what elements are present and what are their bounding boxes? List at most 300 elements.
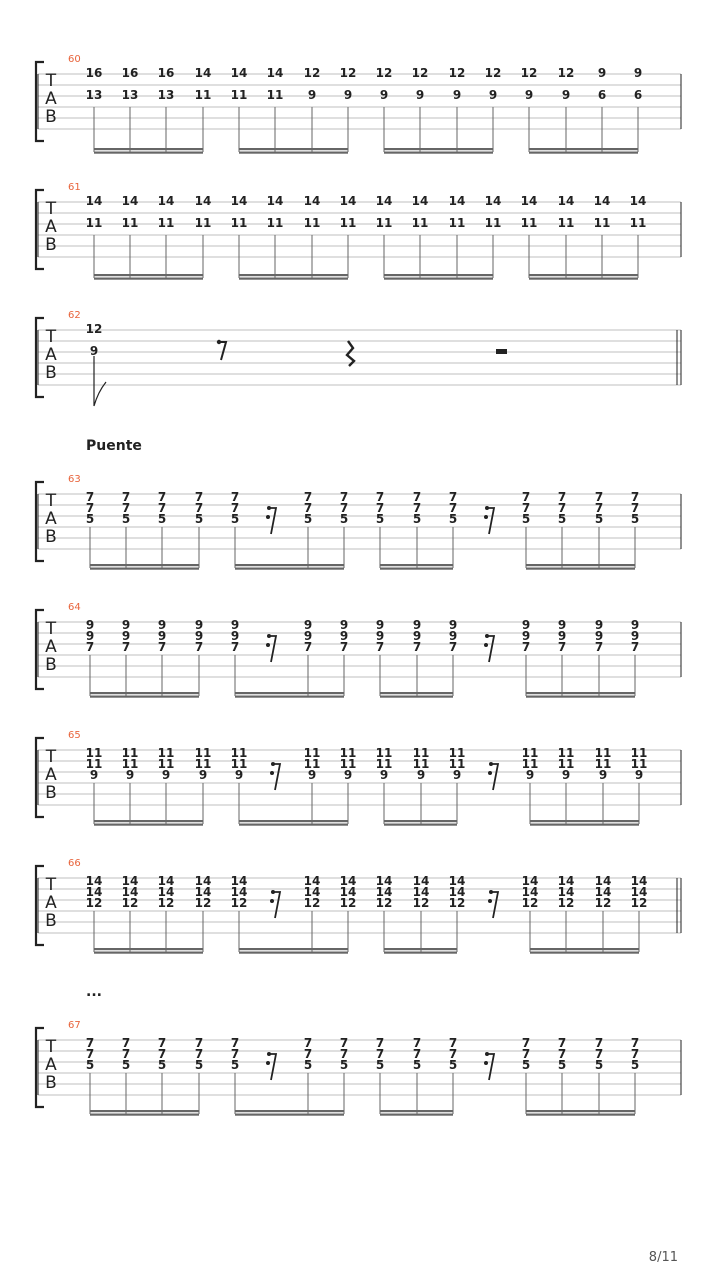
fret-number: 7 — [194, 501, 204, 515]
fret-number: 9 — [416, 768, 426, 782]
sixteenth-rest-dot-1 — [485, 634, 489, 638]
fret-number: 5 — [375, 512, 385, 526]
fret-number: 11 — [557, 746, 575, 760]
fret-number: 9 — [412, 618, 422, 632]
fret-number: 11 — [594, 746, 612, 760]
fret-number: 9 — [375, 618, 385, 632]
fret-number: 7 — [157, 501, 167, 515]
sixteenth-rest-dot-1 — [267, 634, 271, 638]
fret-number: 14 — [157, 885, 175, 899]
beam-secondary — [94, 952, 203, 954]
fret-number: 7 — [339, 1047, 349, 1061]
fret-number: 7 — [594, 640, 604, 654]
fret-number: 5 — [448, 512, 458, 526]
fret-number: 7 — [194, 1036, 204, 1050]
fret-number: 7 — [375, 1047, 385, 1061]
fret-number: 12 — [230, 896, 248, 910]
fret-number: 12 — [303, 896, 321, 910]
fret-number: 12 — [630, 896, 648, 910]
fret-number: 11 — [230, 88, 248, 102]
fret-number: 9 — [375, 629, 385, 643]
beam-secondary — [530, 952, 639, 954]
tab-clef-letter: B — [45, 911, 57, 931]
fret-number: 9 — [343, 88, 353, 102]
eighth-rest-dot — [217, 340, 221, 344]
fret-number: 7 — [594, 501, 604, 515]
fret-number: 11 — [557, 216, 575, 230]
fret-number: 5 — [448, 1058, 458, 1072]
beam-primary — [90, 564, 199, 566]
fret-number: 12 — [85, 322, 103, 336]
beam-primary — [239, 274, 348, 276]
measure-number: 64 — [68, 602, 81, 613]
tab-clef-letter: T — [45, 199, 57, 219]
fret-number: 7 — [412, 1047, 422, 1061]
fret-number: 9 — [161, 768, 171, 782]
fret-number: 14 — [593, 194, 611, 208]
fret-number: 7 — [121, 1036, 131, 1050]
fret-number: 14 — [557, 194, 575, 208]
fret-number: 11 — [594, 757, 612, 771]
fret-number: 12 — [484, 66, 502, 80]
fret-number: 9 — [198, 768, 208, 782]
sixteenth-rest-dot-1 — [485, 1052, 489, 1056]
sixteenth-rest-dot-2 — [270, 899, 274, 903]
fret-number: 9 — [379, 768, 389, 782]
fret-number: 7 — [448, 501, 458, 515]
beam-secondary — [526, 1114, 635, 1116]
fret-number: 5 — [594, 1058, 604, 1072]
beam-primary — [239, 948, 348, 950]
sixteenth-rest — [491, 764, 498, 790]
fret-number: 7 — [339, 501, 349, 515]
fret-number: 7 — [594, 1047, 604, 1061]
fret-number: 11 — [157, 757, 175, 771]
fret-number: 7 — [230, 640, 240, 654]
fret-number: 14 — [266, 66, 284, 80]
fret-number: 12 — [194, 896, 212, 910]
beam-secondary — [94, 152, 203, 154]
sixteenth-rest — [487, 508, 494, 534]
beam-primary — [384, 274, 493, 276]
tab-clef-letter: A — [45, 509, 57, 529]
fret-number: 9 — [343, 768, 353, 782]
fret-number: 16 — [157, 66, 175, 80]
fret-number: 11 — [85, 746, 103, 760]
beam-primary — [94, 948, 203, 950]
fret-number: 9 — [634, 768, 644, 782]
measure-number: 67 — [68, 1020, 81, 1031]
fret-number: 9 — [448, 618, 458, 632]
beam-secondary — [384, 952, 457, 954]
fret-number: 7 — [303, 1036, 313, 1050]
fret-number: 12 — [520, 66, 538, 80]
fret-number: 11 — [448, 216, 466, 230]
fret-number: 5 — [412, 1058, 422, 1072]
beam-primary — [384, 820, 457, 822]
fret-number: 14 — [375, 194, 393, 208]
fret-number: 9 — [452, 88, 462, 102]
fret-number: 11 — [266, 216, 284, 230]
fret-number: 5 — [121, 512, 131, 526]
fret-number: 11 — [121, 216, 139, 230]
fret-number: 5 — [375, 1058, 385, 1072]
fret-number: 7 — [521, 1036, 531, 1050]
fret-number: 11 — [411, 216, 429, 230]
fret-number: 14 — [194, 874, 212, 888]
sixteenth-rest-dot-1 — [267, 506, 271, 510]
fret-number: 14 — [521, 874, 539, 888]
tab-clef-letter: A — [45, 893, 57, 913]
fret-number: 7 — [303, 490, 313, 504]
fret-number: 14 — [411, 194, 429, 208]
fret-number: 5 — [339, 1058, 349, 1072]
fret-number: 14 — [194, 885, 212, 899]
fret-number: 9 — [125, 768, 135, 782]
fret-number: 7 — [85, 490, 95, 504]
tab-clef-letter: T — [45, 71, 57, 91]
quarter-rest — [347, 341, 354, 366]
fret-number: 11 — [230, 757, 248, 771]
fret-number: 9 — [194, 618, 204, 632]
sixteenth-rest-dot-2 — [484, 1061, 488, 1065]
fret-number: 14 — [230, 66, 248, 80]
fret-number: 7 — [375, 501, 385, 515]
fret-number: 11 — [557, 757, 575, 771]
fret-number: 14 — [303, 194, 321, 208]
sixteenth-rest-dot-2 — [266, 1061, 270, 1065]
fret-number: 9 — [194, 629, 204, 643]
measure-number: 63 — [68, 474, 81, 485]
fret-number: 11 — [194, 216, 212, 230]
fret-number: 14 — [448, 885, 466, 899]
fret-number: 11 — [593, 216, 611, 230]
fret-number: 14 — [448, 874, 466, 888]
measure-number: 60 — [68, 54, 81, 65]
fret-number: 9 — [561, 768, 571, 782]
fret-number: 9 — [415, 88, 425, 102]
fret-number: 14 — [557, 885, 575, 899]
fret-number: 7 — [594, 1036, 604, 1050]
fret-number: 14 — [303, 874, 321, 888]
fret-number: 14 — [121, 874, 139, 888]
beam-secondary — [235, 568, 344, 570]
sixteenth-rest-dot-1 — [489, 890, 493, 894]
fret-number: 11 — [521, 757, 539, 771]
tab-clef-letter: A — [45, 89, 57, 109]
fret-number: 14 — [520, 194, 538, 208]
fret-number: 7 — [339, 640, 349, 654]
sixteenth-rest-dot-1 — [489, 762, 493, 766]
fret-number: 9 — [488, 88, 498, 102]
fret-number: 7 — [85, 501, 95, 515]
fret-number: 7 — [557, 1047, 567, 1061]
fret-number: 9 — [121, 629, 131, 643]
fret-number: 11 — [339, 216, 357, 230]
fret-number: 12 — [557, 896, 575, 910]
beam-secondary — [239, 952, 348, 954]
sixteenth-rest-dot-2 — [270, 771, 274, 775]
fret-number: 9 — [521, 629, 531, 643]
fret-number: 13 — [157, 88, 175, 102]
beam-primary — [94, 274, 203, 276]
sixteenth-rest — [269, 508, 276, 534]
beam-secondary — [239, 824, 348, 826]
beam-secondary — [235, 1114, 344, 1116]
fret-number: 7 — [157, 640, 167, 654]
tab-clef-letter: A — [45, 765, 57, 785]
sixteenth-rest-dot-2 — [488, 771, 492, 775]
sixteenth-rest — [269, 1054, 276, 1080]
fret-number: 14 — [303, 885, 321, 899]
fret-number: 5 — [157, 1058, 167, 1072]
fret-number: 5 — [339, 512, 349, 526]
fret-number: 14 — [630, 885, 648, 899]
tab-clef-letter: B — [45, 527, 57, 547]
beam-primary — [94, 820, 203, 822]
beam-secondary — [90, 568, 199, 570]
fret-number: 12 — [85, 896, 103, 910]
fret-number: 11 — [230, 746, 248, 760]
fret-number: 11 — [339, 746, 357, 760]
tab-clef-letter: A — [45, 1055, 57, 1075]
fret-number: 11 — [85, 216, 103, 230]
fret-number: 9 — [448, 629, 458, 643]
fret-number: 11 — [520, 216, 538, 230]
fret-number: 9 — [85, 618, 95, 632]
fret-number: 7 — [375, 490, 385, 504]
fret-number: 7 — [448, 640, 458, 654]
fret-number: 11 — [339, 757, 357, 771]
fret-number: 16 — [85, 66, 103, 80]
beam-primary — [530, 948, 639, 950]
fret-number: 7 — [448, 1036, 458, 1050]
fret-number: 7 — [230, 501, 240, 515]
fret-number: 5 — [85, 512, 95, 526]
fret-number: 14 — [121, 885, 139, 899]
beam-primary — [235, 692, 344, 694]
fret-number: 7 — [594, 490, 604, 504]
fret-number: 7 — [412, 640, 422, 654]
beam-secondary — [90, 696, 199, 698]
fret-number: 7 — [630, 490, 640, 504]
fret-number: 7 — [303, 1047, 313, 1061]
fret-number: 7 — [630, 501, 640, 515]
fret-number: 9 — [594, 629, 604, 643]
tab-clef-letter: T — [45, 1037, 57, 1057]
beam-primary — [530, 820, 639, 822]
fret-number: 9 — [89, 344, 99, 358]
fret-number: 11 — [630, 746, 648, 760]
tab-clef-letter: B — [45, 235, 57, 255]
fret-number: 9 — [230, 629, 240, 643]
fret-number: 5 — [121, 1058, 131, 1072]
fret-number: 5 — [557, 512, 567, 526]
sixteenth-rest — [491, 892, 498, 918]
fret-number: 9 — [307, 768, 317, 782]
sixteenth-rest — [487, 1054, 494, 1080]
fret-number: 12 — [521, 896, 539, 910]
tab-clef-letter: B — [45, 363, 57, 383]
tab-clef-letter: B — [45, 107, 57, 127]
fret-number: 11 — [412, 746, 430, 760]
fret-number: 9 — [379, 88, 389, 102]
fret-number: 7 — [121, 1047, 131, 1061]
fret-number: 5 — [157, 512, 167, 526]
fret-number: 14 — [339, 874, 357, 888]
beam-primary — [90, 1110, 199, 1112]
beam-primary — [90, 692, 199, 694]
half-rest — [496, 349, 507, 354]
fret-number: 5 — [194, 512, 204, 526]
fret-number: 14 — [85, 885, 103, 899]
fret-number: 9 — [85, 629, 95, 643]
fret-number: 14 — [85, 874, 103, 888]
fret-number: 7 — [157, 1036, 167, 1050]
tab-clef-letter: T — [45, 619, 57, 639]
fret-number: 11 — [121, 746, 139, 760]
fret-number: 11 — [230, 216, 248, 230]
fret-number: 5 — [521, 512, 531, 526]
beam-primary — [235, 564, 344, 566]
fret-number: 14 — [266, 194, 284, 208]
beam-secondary — [529, 152, 638, 154]
fret-number: 9 — [452, 768, 462, 782]
fret-number: 9 — [561, 88, 571, 102]
fret-number: 7 — [194, 1047, 204, 1061]
fret-number: 7 — [157, 1047, 167, 1061]
fret-number: 11 — [266, 88, 284, 102]
fret-number: 5 — [630, 512, 640, 526]
beam-secondary — [526, 568, 635, 570]
fret-number: 12 — [375, 66, 393, 80]
fret-number: 14 — [594, 885, 612, 899]
fret-number: 9 — [597, 66, 607, 80]
tab-clef-letter: A — [45, 637, 57, 657]
fret-number: 9 — [521, 618, 531, 632]
beam-primary — [239, 820, 348, 822]
fret-number: 7 — [85, 1036, 95, 1050]
fret-number: 7 — [194, 490, 204, 504]
fret-number: 7 — [557, 490, 567, 504]
fret-number: 14 — [557, 874, 575, 888]
fret-number: 14 — [230, 885, 248, 899]
fret-number: 7 — [230, 1036, 240, 1050]
fret-number: 11 — [629, 216, 647, 230]
fret-number: 5 — [557, 1058, 567, 1072]
fret-number: 7 — [121, 501, 131, 515]
fret-number: 9 — [594, 618, 604, 632]
beam-primary — [526, 564, 635, 566]
beam-primary — [384, 948, 457, 950]
beam-secondary — [530, 824, 639, 826]
beam-secondary — [94, 824, 203, 826]
fret-number: 12 — [339, 896, 357, 910]
sixteenth-rest-dot-2 — [266, 515, 270, 519]
fret-number: 11 — [157, 746, 175, 760]
beam-primary — [380, 692, 453, 694]
fret-number: 11 — [448, 746, 466, 760]
fret-number: 12 — [411, 66, 429, 80]
fret-number: 7 — [303, 640, 313, 654]
sixteenth-rest-dot-2 — [484, 643, 488, 647]
fret-number: 7 — [230, 490, 240, 504]
fret-number: 11 — [303, 216, 321, 230]
fret-number: 14 — [230, 194, 248, 208]
fret-number: 9 — [230, 618, 240, 632]
fret-number: 7 — [157, 490, 167, 504]
fret-number: 7 — [412, 490, 422, 504]
fret-number: 11 — [521, 746, 539, 760]
beam-secondary — [239, 278, 348, 280]
beam-primary — [239, 148, 348, 150]
fret-number: 7 — [121, 640, 131, 654]
tab-clef-letter: A — [45, 345, 57, 365]
beam-secondary — [380, 696, 453, 698]
sixteenth-rest — [273, 764, 280, 790]
fret-number: 11 — [194, 746, 212, 760]
fret-number: 9 — [557, 629, 567, 643]
fret-number: 11 — [303, 757, 321, 771]
beam-primary — [94, 148, 203, 150]
fret-number: 7 — [85, 1047, 95, 1061]
beam-primary — [380, 564, 453, 566]
sixteenth-rest-dot-2 — [266, 643, 270, 647]
fret-number: 14 — [157, 194, 175, 208]
beam-primary — [384, 148, 493, 150]
beam-primary — [380, 1110, 453, 1112]
fret-number: 11 — [121, 757, 139, 771]
fret-number: 5 — [230, 1058, 240, 1072]
fret-number: 14 — [121, 194, 139, 208]
beam-secondary — [384, 152, 493, 154]
fret-number: 12 — [594, 896, 612, 910]
beam-primary — [529, 148, 638, 150]
beam-secondary — [235, 696, 344, 698]
sixteenth-rest — [487, 636, 494, 662]
fret-number: 7 — [194, 640, 204, 654]
fret-number: 9 — [89, 768, 99, 782]
measure-number: 62 — [68, 310, 81, 321]
fret-number: 12 — [448, 66, 466, 80]
tab-clef-letter: T — [45, 875, 57, 895]
beam-secondary — [90, 1114, 199, 1116]
fret-number: 14 — [194, 66, 212, 80]
fret-number: 14 — [412, 885, 430, 899]
fret-number: 7 — [448, 1047, 458, 1061]
fret-number: 5 — [85, 1058, 95, 1072]
fret-number: 5 — [194, 1058, 204, 1072]
fret-number: 11 — [194, 88, 212, 102]
fret-number: 14 — [85, 194, 103, 208]
fret-number: 7 — [121, 490, 131, 504]
fret-number: 14 — [157, 874, 175, 888]
fret-number: 14 — [448, 194, 466, 208]
fret-number: 11 — [412, 757, 430, 771]
sixteenth-rest-dot-1 — [267, 1052, 271, 1056]
section-label-ellipsis: ... — [86, 984, 102, 1000]
fret-number: 9 — [598, 768, 608, 782]
sixteenth-rest-dot-2 — [484, 515, 488, 519]
fret-number: 7 — [303, 501, 313, 515]
sixteenth-rest-dot-1 — [271, 890, 275, 894]
beam-primary — [529, 274, 638, 276]
fret-number: 14 — [629, 194, 647, 208]
beam-secondary — [239, 152, 348, 154]
tab-clef-letter: T — [45, 491, 57, 511]
fret-number: 7 — [630, 640, 640, 654]
fret-number: 14 — [194, 194, 212, 208]
